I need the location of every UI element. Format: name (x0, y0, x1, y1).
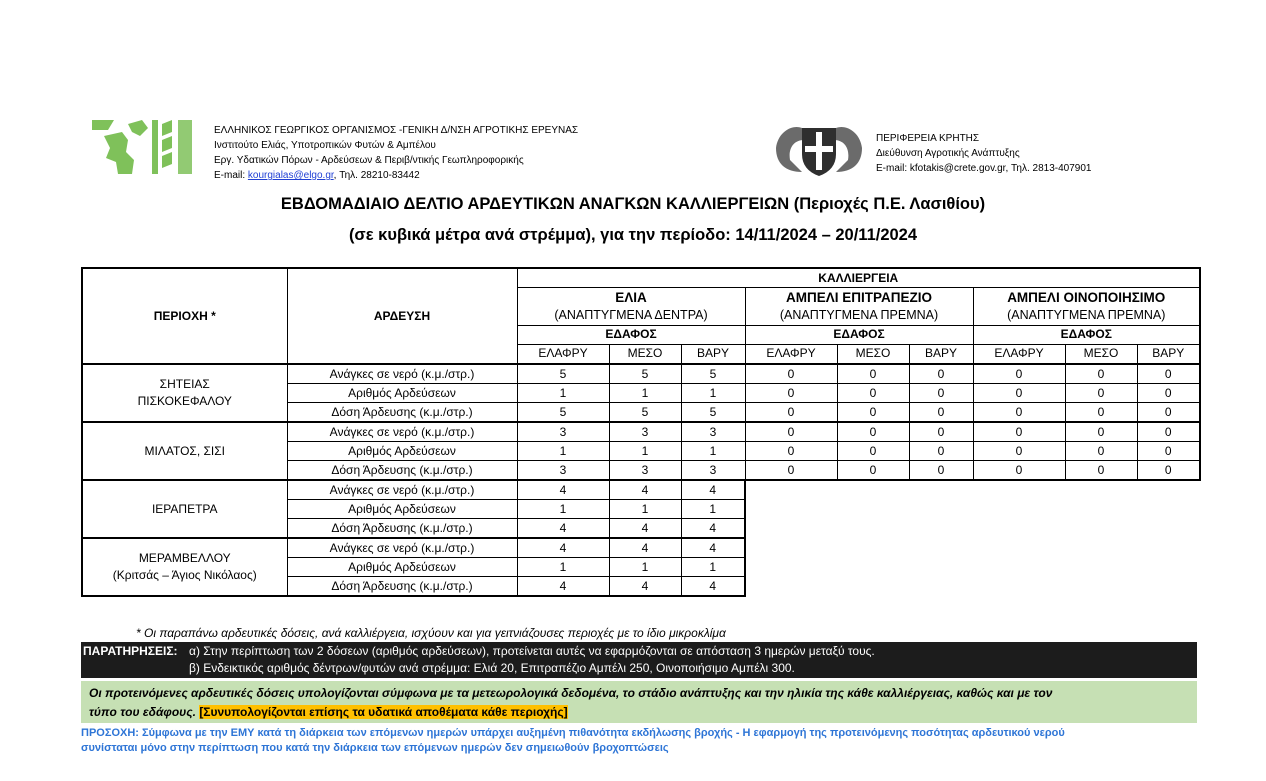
value-cell: 4 (609, 577, 681, 597)
value-cell: 0 (1065, 422, 1137, 442)
value-cell: 4 (609, 480, 681, 500)
empty-cell (837, 500, 909, 519)
region-contact-block (876, 131, 1091, 176)
empty-cell (1065, 538, 1137, 558)
value-cell: 1 (517, 500, 609, 519)
soil-light: ΕΛΑΦΡΥ (745, 344, 837, 364)
calculation-note-line2: τύπο του εδάφους. [Συνυπολογίζονται επίσης τα υδατικά αποθέματα κάθε περιοχής] (89, 705, 568, 719)
value-cell: 4 (609, 519, 681, 539)
region-column-header: ΠΕΡΙΟΧΗ * (82, 268, 287, 364)
empty-cell (973, 500, 1065, 519)
value-cell: 5 (609, 364, 681, 384)
irrigation-metric-label: Ανάγκες σε νερό (κ.μ./στρ.) (287, 422, 517, 442)
region-subname: ΠΙΣΚΟΚΕΦΑΛΟΥ (137, 394, 232, 408)
soil-heavy: ΒΑΡΥ (909, 344, 973, 364)
empty-cell (1137, 577, 1200, 597)
empty-cell (745, 500, 837, 519)
value-cell: 0 (837, 461, 909, 481)
empty-cell (837, 538, 909, 558)
table-row (82, 422, 1200, 442)
crops-header: ΚΑΛΛΙΕΡΓΕΙΑ (517, 268, 1200, 288)
value-cell: 1 (609, 558, 681, 577)
value-cell: 1 (681, 500, 745, 519)
empty-cell (909, 500, 973, 519)
value-cell: 0 (973, 403, 1065, 423)
value-cell: 0 (745, 461, 837, 481)
remarks-box (81, 642, 1197, 678)
value-cell: 0 (1137, 422, 1200, 442)
region-cell (82, 422, 287, 480)
empty-cell (837, 577, 909, 597)
empty-cell (909, 480, 973, 500)
elgo-org-line: ΕΛΛΗΝΙΚΟΣ ΓΕΩΡΓΙΚΟΣ ΟΡΓΑΝΙΣΜΟΣ -ΓΕΝΙΚΗ Δ/ΝΣΗ ΑΓΡΟΤΙΚΗΣ ΕΡΕΥΝΑΣ (214, 125, 579, 136)
empty-cell (973, 538, 1065, 558)
crop-olive: ΕΛΙΑ (517, 288, 745, 307)
value-cell: 0 (1065, 364, 1137, 384)
value-cell: 0 (1065, 442, 1137, 461)
value-cell: 0 (909, 461, 973, 481)
irrigation-metric-label: Αριθμός Αρδεύσεων (287, 558, 517, 577)
region-name: ΙΕΡΑΠΕΤΡΑ (151, 501, 218, 516)
elgo-logo (92, 118, 194, 176)
value-cell: 0 (973, 442, 1065, 461)
empty-cell (1065, 480, 1137, 500)
value-cell: 0 (1137, 403, 1200, 423)
empty-cell (909, 577, 973, 597)
elgo-email-line: E-mail: kourgialas@elgo.gr, Τηλ. 28210-83442 (214, 170, 420, 181)
value-cell: 0 (837, 403, 909, 423)
table-row (82, 538, 1200, 558)
value-cell: 3 (517, 461, 609, 481)
value-cell: 0 (909, 403, 973, 423)
value-cell: 5 (681, 403, 745, 423)
value-cell: 0 (973, 461, 1065, 481)
value-cell: 0 (973, 422, 1065, 442)
calculation-note-line1: Οι προτεινόμενες αρδευτικές δόσεις υπολογίζονται σύμφωνα με τα μετεωρολογικά δεδομένα, το στάδιο ανάπτυξης και την ηλικία της κάθε καλλιέργειας, καθώς και με τον (89, 686, 1053, 700)
region-name: ΜΙΛΑΤΟΣ, ΣΙΣΙ (144, 443, 225, 458)
empty-cell (1065, 577, 1137, 597)
empty-cell (837, 558, 909, 577)
value-cell: 0 (1137, 364, 1200, 384)
irrigation-metric-label: Δόση Άρδευσης (κ.μ./στρ.) (287, 403, 517, 423)
value-cell: 0 (909, 384, 973, 403)
value-cell: 0 (1137, 442, 1200, 461)
soil-medium: ΜΕΣΟ (837, 344, 909, 364)
value-cell: 3 (517, 422, 609, 442)
irrigation-table (81, 267, 1201, 597)
empty-cell (745, 577, 837, 597)
empty-cell (745, 480, 837, 500)
empty-cell (837, 519, 909, 539)
value-cell: 0 (973, 384, 1065, 403)
value-cell: 0 (1065, 403, 1137, 423)
value-cell: 4 (681, 577, 745, 597)
value-cell: 3 (681, 461, 745, 481)
soil-light: ΕΛΑΦΡΥ (973, 344, 1065, 364)
value-cell: 4 (517, 577, 609, 597)
empty-cell (1137, 538, 1200, 558)
irrigation-metric-label: Δόση Άρδευσης (κ.μ./στρ.) (287, 577, 517, 597)
document-subtitle: (σε κυβικά μέτρα ανά στρέμμα), για την περίοδο: 14/11/2024 – 20/11/2024 (348, 226, 918, 244)
empty-cell (837, 480, 909, 500)
rain-warning (81, 726, 1191, 756)
value-cell: 5 (517, 364, 609, 384)
empty-cell (1065, 558, 1137, 577)
value-cell: 1 (609, 500, 681, 519)
empty-cell (745, 538, 837, 558)
empty-cell (1137, 480, 1200, 500)
region-directorate-line: Διεύθυνση Αγροτικής Ανάπτυξης (876, 148, 1020, 159)
region-subname: (Κριτσάς – Άγιος Νικόλαος) (112, 568, 257, 582)
empty-cell (1137, 558, 1200, 577)
value-cell: 3 (609, 461, 681, 481)
region-cell (82, 364, 287, 422)
soil-heavy: ΒΑΡΥ (1137, 344, 1200, 364)
rain-warning-line1: ΠΡΟΣΟΧΗ: Σύμφωνα με την ΕΜΥ κατά τη διάρκεια των επόμενων ημερών υπάρχει αυξημένη πιθανότητα εκδήλωσης βροχής - Η εφαρμογή της προτεινόμενης ποσότητας αρδευτικού νερού (81, 727, 1065, 739)
crop-wine-grape: ΑΜΠΕΛΙ ΟΙΝΟΠΟΙΗΣΙΜΟ (973, 288, 1200, 307)
value-cell: 0 (745, 384, 837, 403)
crop-table-grape: ΑΜΠΕΛΙ ΕΠΙΤΡΑΠΕΖΙΟ (745, 288, 973, 307)
empty-cell (973, 558, 1065, 577)
value-cell: 5 (681, 364, 745, 384)
value-cell: 4 (681, 519, 745, 539)
irrigation-metric-label: Δόση Άρδευσης (κ.μ./στρ.) (287, 461, 517, 481)
empty-cell (973, 519, 1065, 539)
value-cell: 0 (745, 442, 837, 461)
soil-header-table-grape: ΕΔΑΦΟΣ (745, 325, 973, 344)
empty-cell (909, 558, 973, 577)
calculation-note (81, 681, 1197, 723)
elgo-lab-line: Εργ. Υδατικών Πόρων - Αρδεύσεων & Περιβ/ντικής Γεωπληροφορικής (214, 155, 524, 166)
value-cell: 1 (609, 442, 681, 461)
soil-header-wine-grape: ΕΔΑΦΟΣ (973, 325, 1200, 344)
value-cell: 0 (1137, 461, 1200, 481)
irrigation-metric-label: Ανάγκες σε νερό (κ.μ./στρ.) (287, 364, 517, 384)
empty-cell (745, 558, 837, 577)
value-cell: 0 (1065, 461, 1137, 481)
irrigation-column-header: ΑΡΔΕΥΣΗ (287, 268, 517, 364)
soil-light: ΕΛΑΦΡΥ (517, 344, 609, 364)
document-title: ΕΒΔΟΜΑΔΙΑΙΟ ΔΕΛΤΙΟ ΑΡΔΕΥΤΙΚΩΝ ΑΝΑΓΚΩΝ ΚΑΛΛΙΕΡΓΕΙΩΝ (Περιοχές Π.Ε. Λασιθίου) (280, 195, 986, 213)
empty-cell (745, 519, 837, 539)
value-cell: 4 (609, 538, 681, 558)
empty-cell (909, 519, 973, 539)
elgo-contact-block (214, 123, 578, 183)
soil-medium: ΜΕΣΟ (609, 344, 681, 364)
irrigation-metric-label: Αριθμός Αρδεύσεων (287, 500, 517, 519)
soil-medium: ΜΕΣΟ (1065, 344, 1137, 364)
value-cell: 1 (681, 442, 745, 461)
crop-olive-sub: (ΑΝΑΠΤΥΓΜΕΝΑ ΔΕΝΤΡΑ) (517, 306, 745, 325)
value-cell: 0 (745, 422, 837, 442)
value-cell: 0 (837, 364, 909, 384)
empty-cell (1137, 500, 1200, 519)
value-cell: 5 (609, 403, 681, 423)
rain-warning-line2: συνίσταται μόνο στην περίπτωση που κατά την διάρκεια των επόμενων ημερών δεν σημειωθούν βροχοπτώσεις (81, 742, 669, 754)
table-row (82, 364, 1200, 384)
crop-table-grape-sub: (ΑΝΑΠΤΥΓΜΕΝΑ ΠΡΕΜΝΑ) (745, 306, 973, 325)
value-cell: 4 (517, 519, 609, 539)
irrigation-metric-label: Αριθμός Αρδεύσεων (287, 442, 517, 461)
value-cell: 0 (909, 442, 973, 461)
value-cell: 1 (609, 384, 681, 403)
value-cell: 4 (517, 538, 609, 558)
empty-cell (1065, 519, 1137, 539)
value-cell: 0 (1137, 384, 1200, 403)
remark-a: α) Στην περίπτωση των 2 δόσεων (αριθμός αρδεύσεων), προτείνεται αυτές να εφαρμόζονται σε απόσταση 3 ημερών μεταξύ τους. (189, 644, 875, 658)
footnote: * Οι παραπάνω αρδευτικές δόσεις, ανά καλλιέργεια, ισχύουν και για γειτνιάζουσες περιοχές με το ίδιο μικροκλίμα (136, 626, 726, 640)
table-row (82, 480, 1200, 500)
value-cell: 0 (837, 384, 909, 403)
value-cell: 0 (837, 422, 909, 442)
value-cell: 3 (609, 422, 681, 442)
remark-b: β) Ενδεικτικός αριθμός δέντρων/φυτών ανά στρέμμα: Ελιά 20, Επιτραπέζιο Αμπέλι 250, Οινοποιήσιμο Αμπέλι 300. (189, 661, 795, 675)
value-cell: 0 (909, 364, 973, 384)
soil-header-olive: ΕΔΑΦΟΣ (517, 325, 745, 344)
value-cell: 4 (517, 480, 609, 500)
value-cell: 1 (517, 384, 609, 403)
empty-cell (909, 538, 973, 558)
elgo-email-link[interactable]: kourgialas@elgo.gr (247, 170, 334, 181)
irrigation-metric-label: Δόση Άρδευσης (κ.μ./στρ.) (287, 519, 517, 539)
remarks-label: ΠΑΡΑΤΗΡΗΣΕΙΣ: (83, 644, 178, 658)
crop-wine-grape-sub: (ΑΝΑΠΤΥΓΜΕΝΑ ΠΡΕΜΝΑ) (973, 306, 1200, 325)
value-cell: 5 (517, 403, 609, 423)
soil-heavy: ΒΑΡΥ (681, 344, 745, 364)
value-cell: 1 (517, 442, 609, 461)
greek-emblem (772, 120, 866, 178)
elgo-institute-line: Ινστιτούτο Ελιάς, Υποτροπικών Φυτών & Αμπέλου (214, 140, 436, 151)
region-cell (82, 480, 287, 538)
water-reserves-highlight: [Συνυπολογίζονται επίσης τα υδατικά αποθέματα κάθε περιοχής] (199, 705, 568, 719)
region-name-line: ΠΕΡΙΦΕΡΕΙΑ ΚΡΗΤΗΣ (876, 133, 980, 144)
irrigation-metric-label: Ανάγκες σε νερό (κ.μ./στρ.) (287, 538, 517, 558)
value-cell: 3 (681, 422, 745, 442)
empty-cell (1065, 500, 1137, 519)
empty-cell (973, 480, 1065, 500)
region-cell (82, 538, 287, 596)
irrigation-metric-label: Αριθμός Αρδεύσεων (287, 384, 517, 403)
value-cell: 4 (681, 480, 745, 500)
region-name: ΜΕΡΑΜΒΕΛΛΟΥ (138, 551, 231, 565)
value-cell: 0 (1065, 384, 1137, 403)
empty-cell (1137, 519, 1200, 539)
value-cell: 1 (681, 384, 745, 403)
region-name: ΣΗΤΕΙΑΣ (159, 377, 210, 391)
value-cell: 4 (681, 538, 745, 558)
value-cell: 0 (745, 364, 837, 384)
region-contact-line: E-mail: kfotakis@crete.gov.gr, Τηλ. 2813-407901 (876, 163, 1092, 174)
value-cell: 1 (517, 558, 609, 577)
value-cell: 0 (837, 442, 909, 461)
empty-cell (973, 577, 1065, 597)
irrigation-metric-label: Ανάγκες σε νερό (κ.μ./στρ.) (287, 480, 517, 500)
value-cell: 0 (909, 422, 973, 442)
value-cell: 0 (745, 403, 837, 423)
value-cell: 0 (973, 364, 1065, 384)
value-cell: 1 (681, 558, 745, 577)
